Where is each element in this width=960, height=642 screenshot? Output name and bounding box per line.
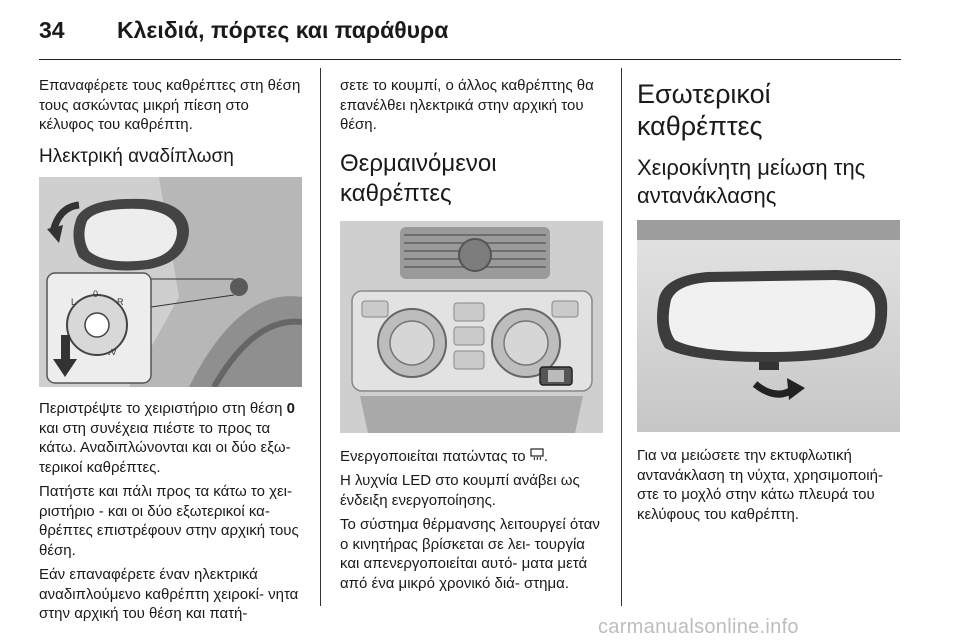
- intro-text: Επαναφέρετε τους καθρέπτες στη θέση τους ασκώντας μικρή πίεση στο κέλυφος του καθρέπτη.: [39, 77, 301, 133]
- folding-mirror-illustration: [39, 177, 302, 387]
- heated-mirror-activation: [340, 447, 608, 467]
- section-heading-interior-mirrors: Εσωτερικοί καθρέπτες: [637, 79, 771, 141]
- section-heading-electric-folding: Ηλεκτρική αναδίπλωση: [39, 145, 234, 167]
- folding-instructions-1: [39, 399, 306, 477]
- position-zero-label: 0: [286, 400, 295, 417]
- heated-mirror-icon: [530, 447, 544, 467]
- section-heading-heated-mirrors: Θερμαινόμενοι καθρέπτες: [340, 149, 497, 207]
- header-rule: [39, 59, 901, 60]
- column-divider-1: [320, 68, 321, 606]
- figure-electric-folding: [39, 177, 302, 387]
- svg-text:L: L: [71, 297, 77, 307]
- led-indicator-text: Η λυχνία LED στο κουμπί ανάβει ως ένδειξη ενεργοποίησης.: [340, 472, 580, 509]
- interior-mirror-illustration: [637, 220, 900, 432]
- page-header: [0, 0, 960, 60]
- subheading-manual-anti-glare: Χειροκίνητη μείωση της αντανάκλασης: [637, 155, 866, 208]
- svg-text:R: R: [117, 297, 124, 307]
- figure-heated-mirror-button: [340, 221, 603, 433]
- climate-panel-illustration: [340, 221, 603, 433]
- column-right: [637, 68, 902, 529]
- heated-mirror-activation-suffix: .: [543, 447, 548, 465]
- page-number: 34: [39, 17, 65, 43]
- folding-instructions-3: Εάν επαναφέρετε έναν ηλεκτρικά αναδιπλούμενο καθρέπτη χειροκί- νητα στην αρχική του θέση και πατή-: [39, 566, 299, 622]
- heated-mirror-activation-prefix: Ενεργοποιείται πατώντας το: [340, 447, 530, 465]
- column-divider-2: [621, 68, 622, 606]
- folding-instructions-1-prefix: Περιστρέψτε το χειριστήριο στη θέση: [39, 400, 287, 417]
- svg-text:0: 0: [93, 289, 99, 299]
- folding-instructions-1-suffix: και στη συνέχεια πιέστε το προς τα κάτω. Αναδιπλώνονται και οι δύο εξω- τερικοί καθρέπτες.: [39, 419, 291, 476]
- folding-instructions-2: Πατήστε και πάλι προς τα κάτω το χει- ριστήριο - και οι δύο εξωτερικοί κα- θρέπτες επιστρέφουν στην αρχική τους θέση.: [39, 483, 299, 559]
- column-left: [39, 68, 306, 629]
- chapter-title: Κλειδιά, πόρτες και παράθυρα: [117, 17, 449, 43]
- figure-interior-mirror: [637, 220, 900, 432]
- heating-system-text: Το σύστημα θέρμανσης λειτουργεί όταν ο κινητήρας βρίσκεται σε λει- τουργία και απενεργοποιείται αυτό- ματα μετά από ένα μικρό χρονικό διά- στημα.: [340, 516, 600, 592]
- column-middle: [340, 68, 608, 598]
- svg-text:↓∇: ↓∇: [107, 348, 117, 357]
- watermark: carmanualsonline.info: [598, 616, 799, 638]
- anti-glare-instructions: Για να μειώσετε την εκτυφλωτική αντανάκλαση τη νύχτα, χρησιμοποιή- στε το μοχλό στην κάτω πλευρά του κελύφους του καθρέπτη.: [637, 447, 883, 523]
- continued-text: σετε το κουμπί, ο άλλος καθρέπτης θα επανέλθει ηλεκτρικά στην αρχική του θέση.: [340, 77, 594, 133]
